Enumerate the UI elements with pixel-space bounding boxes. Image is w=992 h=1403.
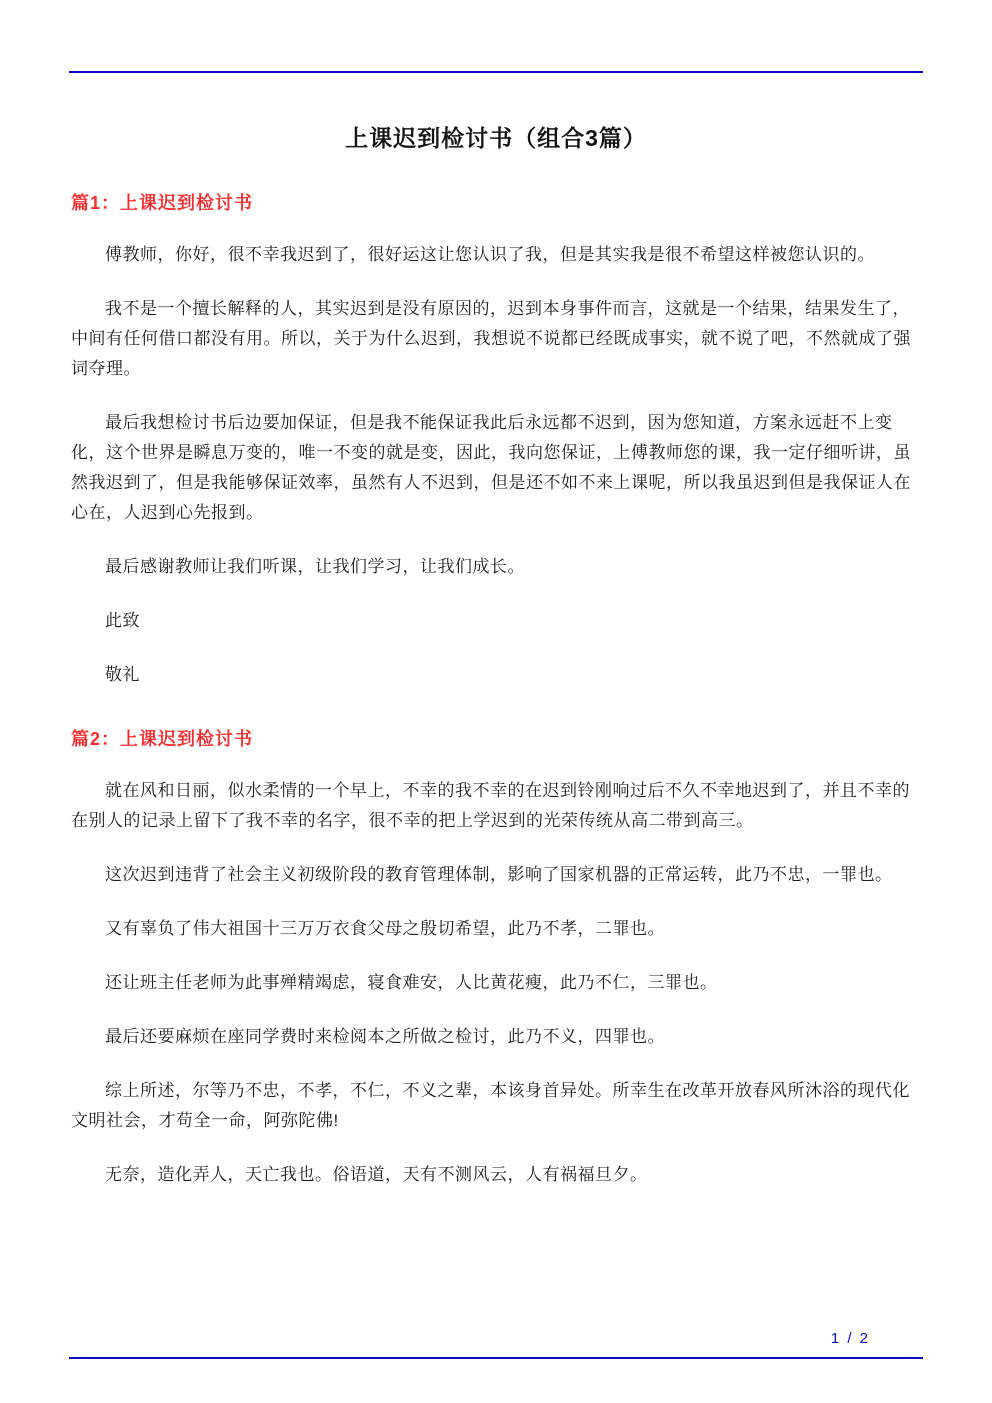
paragraph: 还让班主任老师为此事殚精竭虑，寝食难安，人比黄花瘦，此乃不仁，三罪也。 xyxy=(105,973,718,992)
paragraph: 我不是一个擅长解释的人，其实迟到是没有原因的，迟到本身事件而言，这就是一个结果，结果发生了，中间有任何借口都没有用。所以，关于为什么迟到，我想说不说都已经既成事实，就不说了吧，不然就成了强词夺理。 xyxy=(71,299,911,378)
paragraph: 最后我想检讨书后边要加保证，但是我不能保证我此后永远都不迟到，因为您知道，方案永远赶不上变化，这个世界是瞬息万变的，唯一不变的就是变，因此，我向您保证，上傅教师您的课，我一定仔细听讲，虽然我迟到了，但是我能够保证效率，虽然有人不迟到，但是还不如不来上课呢，所以我虽迟到但是我保证人在心在，人迟到心先报到。 xyxy=(71,413,911,522)
paragraph: 无奈，造化弄人，天亡我也。俗语道，天有不测风云，人有祸福旦夕。 xyxy=(105,1165,648,1184)
page-number: 1 / 2 xyxy=(830,1330,870,1347)
footer-divider xyxy=(69,1357,923,1359)
paragraph: 就在风和日丽，似水柔情的一个早上，不幸的我不幸的在迟到铃刚响过后不久不幸地迟到了，并且不幸的在别人的记录上留下了我不幸的名字，很不幸的把上学迟到的光荣传统从高二带到高三。 xyxy=(71,781,910,830)
paragraph: 又有辜负了伟大祖国十三万万衣食父母之殷切希望，此乃不孝，二罪也。 xyxy=(105,919,665,938)
paragraph: 这次迟到违背了社会主义初级阶段的教育管理体制，影响了国家机器的正常运转，此乃不忠，一罪也。 xyxy=(105,865,893,884)
document-body xyxy=(71,0,921,1190)
paragraph: 傅教师，你好，很不幸我迟到了，很好运这让您认识了我，但是其实我是很不希望这样被您认识的。 xyxy=(105,245,875,264)
paragraph: 最后感谢教师让我们听课，让我们学习，让我们成长。 xyxy=(105,557,525,576)
document-title: 上课迟到检讨书（组合3篇） xyxy=(345,125,647,151)
closing-salute: 此致 xyxy=(105,611,140,630)
paragraph: 综上所述，尔等乃不忠，不孝，不仁，不义之辈，本该身首异处。所幸生在改革开放春风所沐浴的现代化文明社会，才苟全一命，阿弥陀佛! xyxy=(71,1081,910,1130)
paragraph: 最后还要麻烦在座同学费时来检阅本之所做之检讨，此乃不义，四罪也。 xyxy=(105,1027,665,1046)
closing-salute: 敬礼 xyxy=(105,665,140,684)
section-1-heading: 篇1：上课迟到检讨书 xyxy=(71,193,254,213)
section-2-heading: 篇2：上课迟到检讨书 xyxy=(71,729,254,749)
